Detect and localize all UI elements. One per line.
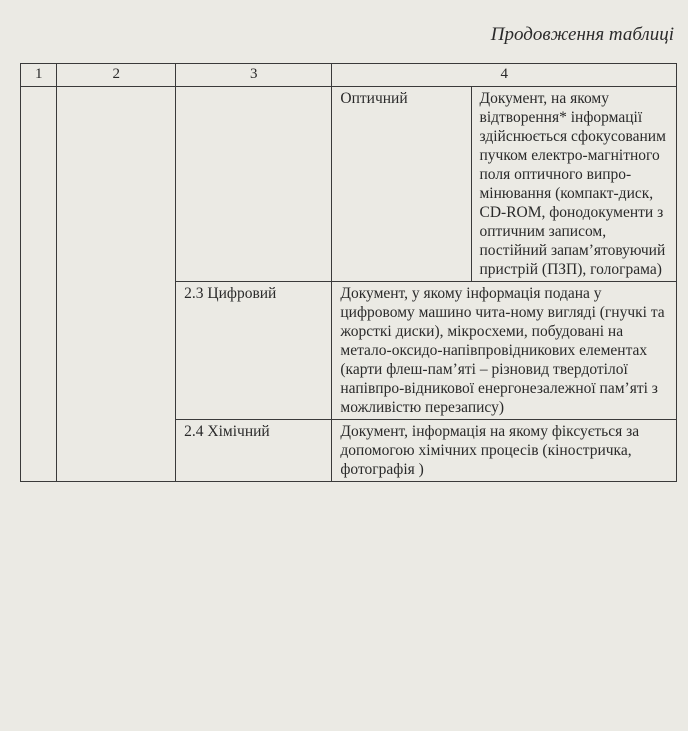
optical-type-description: Документ, на якому відтворення* інформації здійснюється сфокусованим пучком електро-магнітного поля оптичного випро-мінювання (компакт-диск, CD-ROM, фонодокументи з оптичним записом, постійний запам’ятовуючий пристрій (ПЗП), голограма) bbox=[471, 87, 677, 282]
header-row bbox=[21, 64, 677, 87]
table-continuation-caption: Продовження таблиці bbox=[490, 24, 674, 45]
digital-type-name: 2.3 Цифровий bbox=[176, 282, 332, 420]
classification-table bbox=[20, 63, 677, 482]
table-row-optical bbox=[21, 87, 677, 282]
header-cell-1: 1 bbox=[21, 64, 57, 87]
column-3-cell-optical bbox=[176, 87, 332, 282]
header-cell-3: 3 bbox=[176, 64, 332, 87]
digital-type-description: Документ, у якому інформація подана у цифровому машино чита-ному вигляді (гнучкі та жорсткі диски), мікросхеми, побудовані на метало-оксидо-напівпровідникових елементах (карти флеш-пам’яті – різновид твердотілої напівпро-відникової енергонезалежної пам’яті з можливістю перезапису) bbox=[332, 282, 677, 420]
header-cell-2: 2 bbox=[57, 64, 176, 87]
column-1-cell bbox=[21, 87, 57, 482]
column-2-cell bbox=[57, 87, 176, 482]
optical-type-name: Оптичний bbox=[332, 87, 471, 282]
chemical-type-description: Документ, інформація на якому фіксується за допомогою хімічних процесів (кіностричка, фотографія ) bbox=[332, 420, 677, 482]
chemical-type-name: 2.4 Хімічний bbox=[176, 420, 332, 482]
header-cell-4: 4 bbox=[332, 64, 677, 87]
